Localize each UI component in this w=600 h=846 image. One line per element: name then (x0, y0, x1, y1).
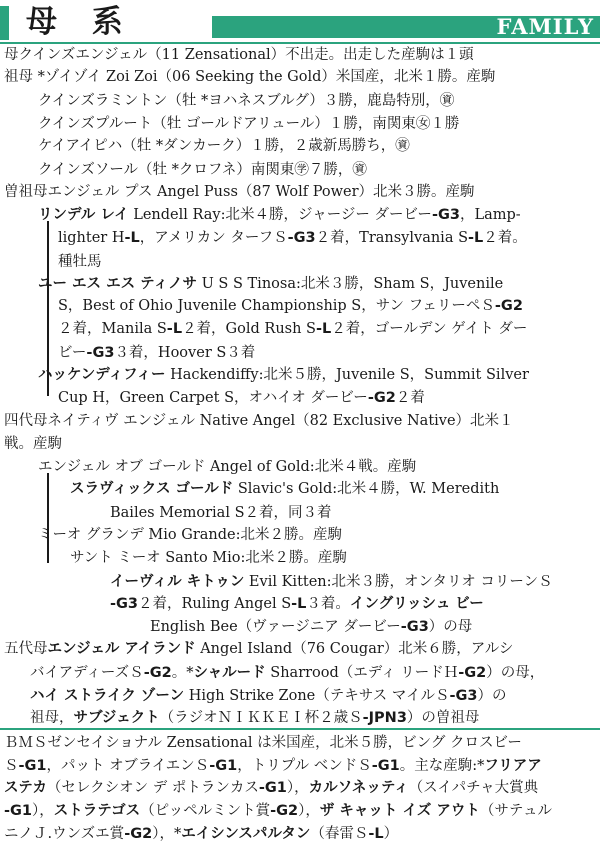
text-line (110, 570, 553, 594)
text-run: ハイ ストライク ゾーン (30, 687, 185, 704)
text-line (150, 615, 472, 639)
text-run: ストラテゴス (53, 803, 141, 820)
text-line (110, 592, 484, 616)
text-line (4, 432, 62, 456)
text-run: -G1 (209, 757, 238, 774)
text-run: ）， (286, 779, 309, 796)
text-run: 。主な産駒:* (399, 757, 485, 774)
text-run: （セレクシオン デ ポトランカス (46, 779, 259, 796)
text-run: ，パット オブライエンＳ (46, 757, 210, 774)
text-run: S，Best of Ohio Juvenile Championship S，サン フェリーペＳ (58, 298, 495, 315)
text-run: ，アメリカン ターフＳ (139, 230, 288, 247)
text-run: -G2 (494, 298, 523, 315)
text-run: クインズラミントン（牡 *ヨハネスブルグ）３勝，鹿島特別，㊮ (38, 92, 455, 109)
text-run: -G3 (400, 619, 429, 636)
text-run: イングリッシュ ビー (349, 595, 484, 612)
text-run: ）， (298, 803, 320, 820)
text-run: エイシンスパルタン (181, 825, 311, 842)
text-run: -L (291, 595, 307, 612)
text-line (70, 477, 499, 501)
text-run: サブジェクト (73, 710, 160, 727)
text-run: -G3 (86, 344, 115, 361)
text-run: ニノＪ.ウンズエ賞 (4, 825, 125, 842)
text-run: ３着，Hoover S３着 (114, 344, 256, 361)
text-run: 五代母 (4, 641, 48, 658)
family-badge-label: FAMILY (496, 14, 594, 39)
text-run: -G3 (110, 595, 139, 612)
text-run: U S S Tinosa:北米３勝，Sham S，Juvenile (196, 275, 504, 292)
text-run: リンデル レイ (38, 207, 129, 224)
text-line (38, 455, 416, 479)
text-run: フリアア (484, 757, 542, 774)
text-run: ユー エス エス ティノサ (38, 275, 197, 292)
text-line (4, 637, 513, 661)
bms-divider (0, 728, 600, 730)
text-line (110, 501, 332, 525)
text-line (38, 158, 367, 182)
text-run: Angel Island（76 Cougar）北米６勝，アルシ (195, 641, 514, 658)
text-run: Ｓ (4, 757, 19, 774)
text-run: English Bee（ヴァージニア ダービー (150, 619, 401, 636)
text-run: 曽祖母エンジェル プス Angel Puss（87 Wolf Power）北米３勝。産駒 (4, 183, 475, 200)
text-run: -L (468, 230, 484, 247)
text-run: （ピッペルミント賞 (140, 803, 271, 820)
text-line (58, 250, 102, 274)
text-run: （スイパチャ大賞典 (408, 779, 539, 796)
text-line (58, 317, 527, 341)
text-run: クインズプルート（牡 ゴールドアリュール）１勝，南関東㊛１勝 (38, 115, 460, 132)
text-line (38, 363, 529, 387)
text-run: エンジェル オブ ゴールド Angel of Gold:北米４戦。産駒 (38, 459, 417, 476)
text-run: ） (383, 825, 399, 842)
tree-connector (47, 473, 49, 563)
text-run: ，トリプル ベンドＳ (237, 757, 372, 774)
text-run: ）の母 (428, 619, 473, 636)
text-run: ），* (152, 825, 182, 842)
text-run: ３着。 (306, 595, 350, 612)
text-run: バイアディーズＳ (30, 664, 144, 681)
text-line (4, 754, 542, 778)
text-run: ステカ (4, 779, 47, 796)
text-run: （サテュル (479, 803, 552, 820)
text-line (58, 341, 255, 365)
text-line (4, 65, 495, 89)
text-run: -G1 (371, 757, 400, 774)
text-run: -G3 (449, 687, 478, 704)
text-run: -G1 (258, 779, 287, 796)
text-run: ２着 (395, 390, 425, 407)
text-run: ハッケンディフィー (38, 367, 166, 384)
text-run: スラヴィックス ゴールド (70, 481, 234, 498)
text-line (38, 134, 410, 158)
text-line (38, 272, 503, 296)
text-run: -G2 (458, 664, 487, 681)
text-line (38, 89, 454, 113)
text-run: ２着，ゴールデン ゲイト ダー (331, 321, 528, 338)
text-run: Sharrood（エディ リードＨ (265, 664, 459, 681)
text-run: 母クインズエンジェル（11 Zensational）不出走。出走した産駒は１頭 (4, 47, 474, 64)
text-run: -L (124, 230, 140, 247)
text-run: -L (166, 321, 183, 338)
text-run: 四代母ネイティヴ エンジェル Native Angel（82 Exclusive Native）北米１ (4, 412, 514, 429)
text-line (38, 523, 342, 547)
text-run: （春雷Ｓ (310, 825, 369, 842)
text-run: -G3 (287, 230, 316, 247)
text-run: ビー (58, 344, 87, 361)
text-run: ２着，Transylvania S (315, 230, 469, 247)
text-line (30, 661, 544, 685)
text-run: -G2 (270, 803, 299, 820)
text-run: Bailes Memorial S２着，同３着 (110, 504, 332, 521)
text-run: -L (368, 825, 384, 842)
text-run: （ラジオＮＩＫＫＥＩ杯２歳Ｓ (159, 710, 363, 727)
text-run: Slavic's Gold:北米４勝，W. Meredith (233, 481, 500, 498)
text-run: High Strike Zone（テキサス マイルＳ (184, 687, 450, 704)
text-run: エンジェル アイランド (47, 641, 196, 658)
text-run: クインズソール（牡 *クロフネ）南関東㊫７勝，㊮ (38, 161, 367, 178)
text-run: ）の母， (486, 664, 545, 681)
text-line (38, 112, 459, 136)
text-line (4, 776, 538, 800)
text-run: ２着，Gold Rush S (182, 321, 316, 338)
text-run: -G3 (431, 207, 460, 224)
text-run: ケイアイピハ（牡 *ダンカーク）１勝，２歳新馬勝ち，㊮ (38, 138, 410, 155)
text-run: ２着。 (483, 230, 527, 247)
text-run: -G2 (124, 825, 153, 842)
text-line (4, 822, 398, 846)
text-run: イーヴィル キトゥン (110, 573, 245, 590)
text-run: ＢＭＳゼンセイショナル Zensational は米国産，北米５勝，ビング クロスビー (4, 735, 522, 752)
text-line (58, 294, 523, 318)
text-run: ）， (32, 803, 54, 820)
text-run: ザ キャット イズ アウト (319, 803, 480, 820)
text-run: ）の曽祖母 (406, 710, 480, 727)
text-line (30, 706, 479, 730)
text-line (4, 180, 475, 204)
text-line (4, 731, 522, 755)
section-title: 母 系 (26, 4, 135, 40)
header-accent-bar (0, 6, 9, 40)
text-run: ミーオ グランデ Mio Grande:北米２勝。産駒 (38, 527, 342, 544)
text-run: -JPN3 (362, 710, 407, 727)
text-line (38, 203, 521, 227)
text-run: 。* (171, 664, 194, 681)
text-run: 祖母 *ゾイゾイ Zoi Zoi（06 Seeking the Gold）米国産，北米１勝。産駒 (4, 69, 496, 86)
text-run: 種牡馬 (58, 253, 102, 270)
text-line (4, 409, 514, 433)
text-run: ，Lamp- (459, 207, 521, 224)
text-line (58, 386, 425, 410)
text-run: Hackendiffy:北米５勝，Juvenile S，Summit Silver (165, 367, 529, 384)
text-run: サント ミーオ Santo Mio:北米２勝。産駒 (70, 550, 347, 567)
text-line (70, 546, 347, 570)
text-line (4, 799, 552, 823)
text-run: ２着，Manila S (58, 321, 167, 338)
text-run: -L (315, 321, 332, 338)
text-run: lighter H (58, 230, 125, 247)
text-run: 祖母， (30, 710, 74, 727)
text-run: Lendell Ray:北米４勝，ジャージー ダービー (128, 207, 432, 224)
section-header (0, 0, 600, 44)
text-line (58, 226, 527, 250)
text-run: Evil Kitten:北米３勝，オンタリオ コリーンＳ (244, 573, 553, 590)
text-line (4, 43, 474, 67)
text-run: -G2 (143, 664, 172, 681)
text-run: シャルード (193, 664, 266, 681)
text-run: -G2 (367, 390, 396, 407)
text-run: -G1 (18, 757, 47, 774)
text-run: 戦。産駒 (4, 435, 62, 452)
text-line (30, 684, 507, 708)
text-run: カルソネッティ (308, 779, 409, 796)
text-run: -G1 (4, 803, 33, 820)
text-run: ）の (477, 687, 507, 704)
text-run: Cup H，Green Carpet S，オハイオ ダービー (58, 390, 368, 407)
text-run: ２着，Ruling Angel S (138, 595, 292, 612)
